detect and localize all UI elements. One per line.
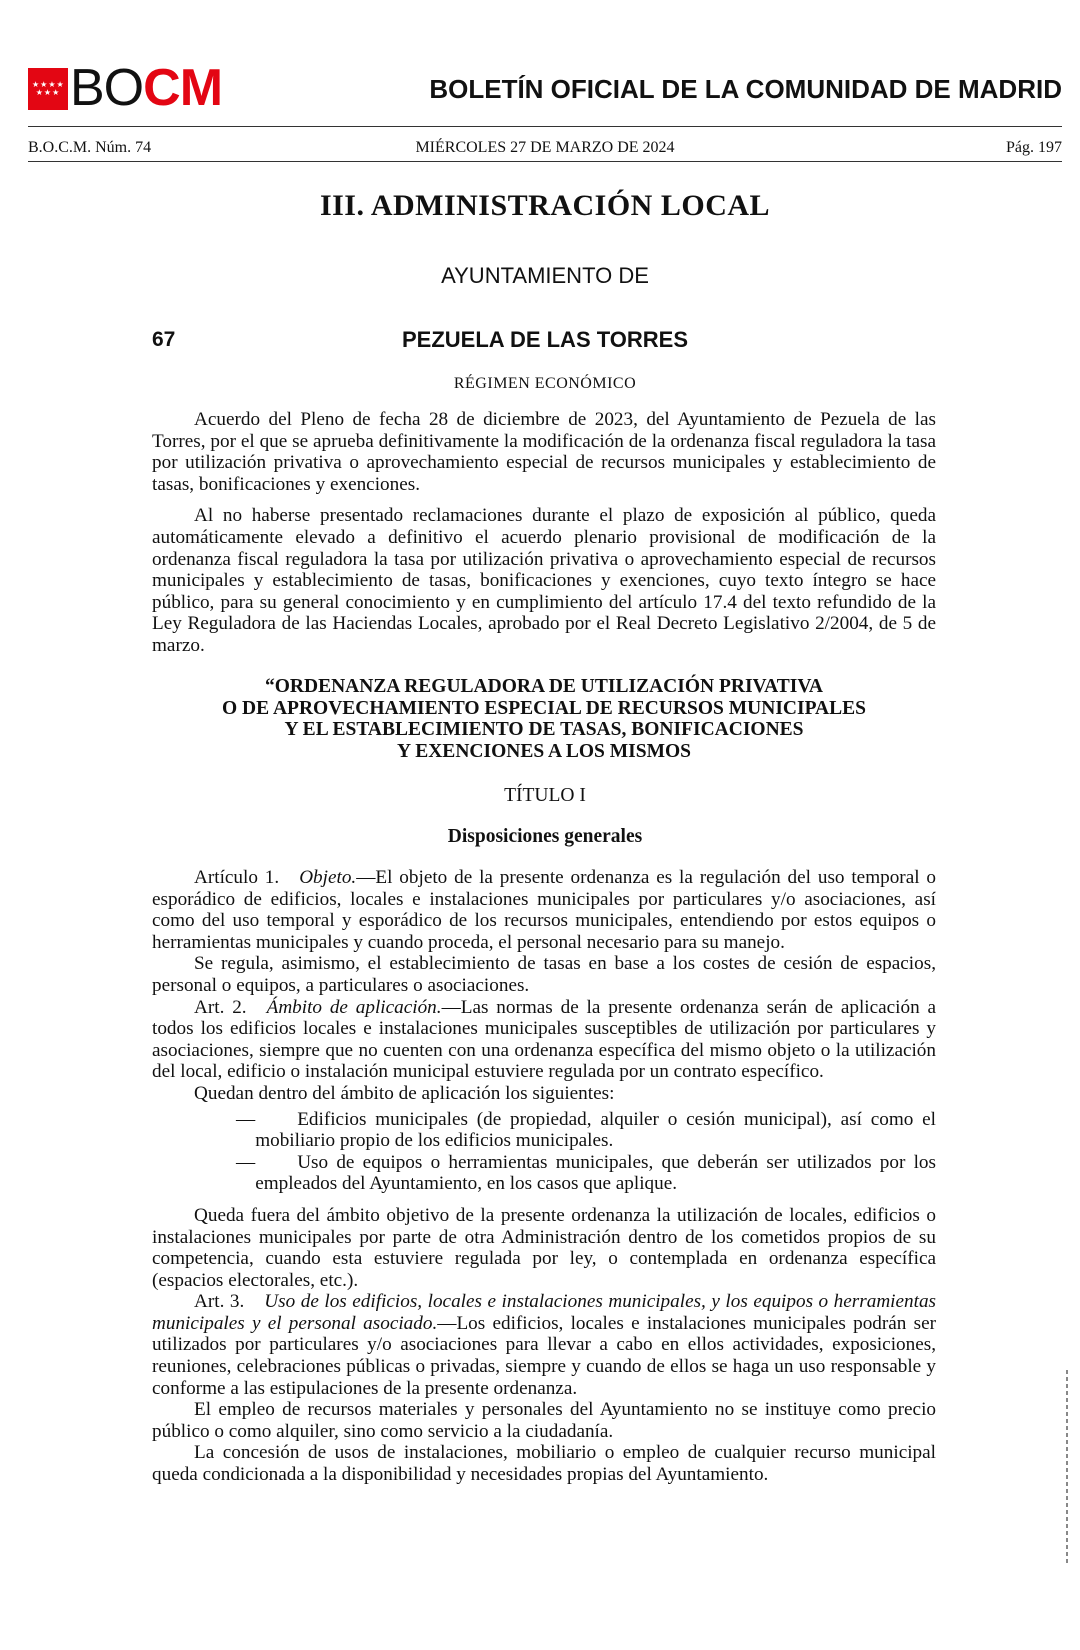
intro-paragraph: Al no haberse presentado reclamaciones durante el plazo de exposición al público, queda automáticamente elevado a definitivo el acuerdo plenario provisional de modificación de la ordenanza fiscal reguladora la tasa por utilización privativa o aprovechamiento especial de recursos municipales y establecimiento de tasas, bonificaciones y exenciones, cuyo texto íntegro se hace público, para su general conocimiento y en cumplimiento del artículo 17.4 del texto refundido de la Ley Reguladora de las Haciendas Locales, aprobado por el Real Decreto Legislativo 2/2004, de 5 de marzo.: [152, 505, 936, 656]
section-heading: III. ADMINISTRACIÓN LOCAL: [319, 189, 771, 222]
article-3: [152, 1291, 936, 1399]
header-rule-bottom: [28, 161, 1062, 162]
issuer-heading: AYUNTAMIENTO DE: [441, 263, 649, 288]
ordinance-title-line: Y EL ESTABLECIMIENTO DE TASAS, BONIFICACIONES: [284, 719, 804, 741]
ordinance-title-line: “ORDENANZA REGULADORA DE UTILIZACIÓN PRIVATIVA: [264, 676, 824, 697]
ordinance-title: [152, 676, 936, 762]
municipality-heading: PEZUELA DE LAS TORRES: [401, 327, 689, 352]
page-number: Pág. 197: [1006, 139, 1062, 156]
intro-text: [152, 409, 936, 657]
flag-stars: ★★★★ ★★★: [32, 80, 65, 97]
dash-marker: —: [236, 1151, 256, 1173]
article-2: [152, 997, 936, 1083]
article-paragraph: La concesión de usos de instalaciones, mobiliario o empleo de cualquier recurso municipal queda condicionada a la disponibilidad y necesidades propias del Ayuntamiento.: [152, 1442, 936, 1486]
article-paragraph: El empleo de recursos materiales y personales del Ayuntamiento no se instituye como precio público o como alquiler, sino como servicio a la ciudadanía.: [152, 1399, 936, 1442]
logo-text-red: CM: [143, 59, 223, 117]
article-paragraph: Quedan dentro del ámbito de aplicación los siguientes:: [194, 1082, 615, 1104]
verification-margin-marks: [1066, 1370, 1074, 1570]
ordinance-title-line: O DE APROVECHAMIENTO ESPECIAL DE RECURSOS MUNICIPALES: [222, 697, 866, 719]
logo-text-black: BO: [70, 59, 144, 117]
title-heading: TÍTULO I: [504, 785, 586, 806]
article-heading: Objeto.: [299, 867, 357, 888]
issue-number: B.O.C.M. Núm. 74: [28, 139, 152, 156]
article-heading: Uso de los edificios, locales e instalaciones municipales, y los equipos o herramientas municipales y el personal asociado.: [152, 1291, 937, 1334]
bocm-logo: [70, 60, 222, 116]
issue-date: MIÉRCOLES 27 DE MARZO DE 2024: [415, 139, 675, 156]
article-paragraph: Queda fuera del ámbito objetivo de la presente ordenanza la utilización de locales, edificios o instalaciones municipales por parte de otra Administración dentro de los cometidos propios de su competencia, cuando esta estuviere regulada por ley, o contemplada en ordenanza específica (espacios electorales, etc.).: [152, 1204, 936, 1291]
dash-marker: —: [236, 1108, 256, 1130]
masthead: [28, 59, 1062, 117]
category-heading: RÉGIMEN ECONÓMICO: [453, 375, 637, 392]
list-item: [152, 1109, 936, 1152]
scope-list: [152, 1109, 936, 1195]
header-rule-top: [28, 126, 1062, 127]
ordinance-title-line: Y EXENCIONES A LOS MISMOS: [396, 740, 691, 762]
list-item: [152, 1152, 936, 1195]
article-label: Art. 3.: [194, 1291, 245, 1313]
article-paragraph: Se regula, asimismo, el establecimiento de tasas en base a los costes de cesión de espacios, personal o equipos, a particulares o asociaciones.: [152, 953, 936, 996]
gazette-title: BOLETÍN OFICIAL DE LA COMUNIDAD DE MADRID: [429, 74, 1062, 104]
issue-meta: [28, 137, 1062, 159]
article-text: —El objeto de la presente ordenanza es la regulación del uso temporal o esporádico de edificios, locales e instalaciones municipales por particulares y/o asociaciones, así como del uso temporal y esporádico de los recursos municipales, entendiendo por estos equipos o herramientas municipales y cuando proceda, el personal necesario para su manejo.: [152, 867, 936, 953]
article-heading: Ámbito de aplicación.: [266, 996, 442, 1018]
articles: [152, 867, 936, 1486]
list-item-text: Edificios municipales (de propiedad, alquiler o cesión municipal), así como el mobiliario propio de los edificios municipales.: [255, 1108, 936, 1152]
article-1: [152, 867, 936, 953]
article-text: —Las normas de la presente ordenanza serán de aplicación a todos los edificios locales e instalaciones municipales susceptibles de utilización por particulares y asociaciones, siempre que no cuenten con una ordenanza específica del mismo objeto o la utilización del local, edificio o instalación municipal estuviere regulada por un contrato específico.: [152, 996, 937, 1083]
article-label: Artículo 1.: [194, 867, 280, 888]
entry-number: 67: [152, 328, 176, 351]
intro-paragraph: Acuerdo del Pleno de fecha 28 de diciembre de 2023, del Ayuntamiento de Pezuela de las Torres, por el que se aprueba definitivamente la modificación de la ordenanza fiscal reguladora la tasa por utilización privativa o aprovechamiento especial de recursos municipales y establecimiento de tasas, bonificaciones y exenciones.: [152, 409, 936, 495]
comunidad-madrid-flag-logo: [28, 68, 68, 110]
article-label: Art. 2.: [194, 996, 247, 1018]
list-item-text: Uso de equipos o herramientas municipales, que deberán ser utilizados por los empleados del Ayuntamiento, en los casos que aplique.: [255, 1151, 936, 1195]
title-subheading: Disposiciones generales: [447, 826, 643, 847]
article-text: —Los edificios, locales e instalaciones municipales podrán ser utilizados por particulares y/o asociaciones para llevar a cabo en ellos actividades, exposiciones, reuniones, celebraciones públicas o privadas, siempre y cuando de ellos se haga un uso responsable y conforme a las estipulaciones de la presente ordenanza.: [152, 1312, 936, 1399]
